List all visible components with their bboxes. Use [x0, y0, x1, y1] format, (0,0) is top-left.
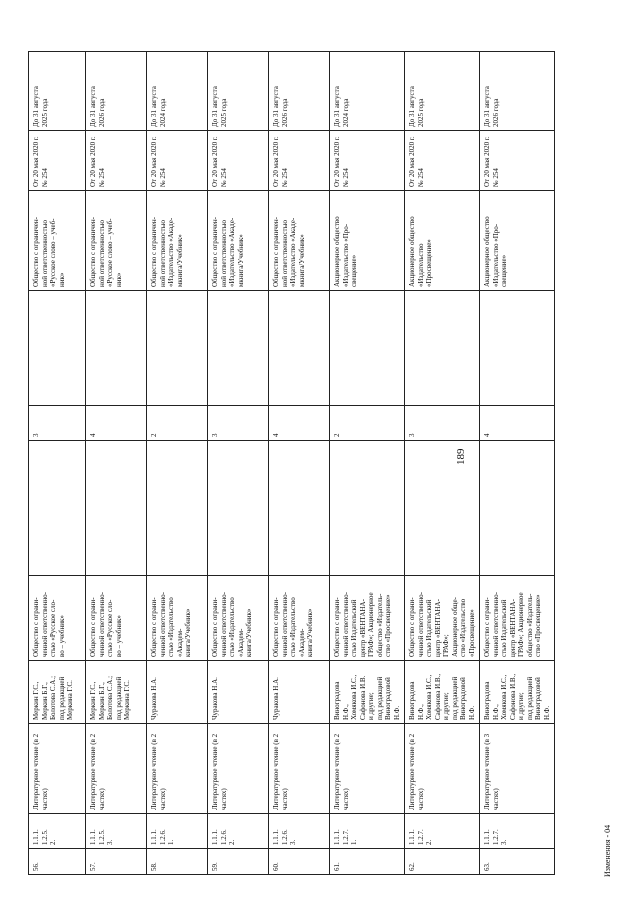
- cell-grade: 4: [269, 406, 330, 441]
- cell-order: От 20 мая 2020 г. № 254: [208, 131, 269, 191]
- table-row: [86, 52, 147, 875]
- cell-title: Литературное чтение (в 2 частях): [29, 724, 86, 814]
- cell-holder: Акционерное общество «Издательство «Про- свещение»: [330, 191, 405, 291]
- cell-until: До 31 августа 2024 года: [330, 52, 405, 131]
- cell-publisher: Общество с ограни- ченной ответственно- стью «Издательство «Академ- книга/Учебник»: [269, 576, 330, 661]
- cell-publisher: Общество с ограни- ченной ответственно- стью «Издательство «Академ- книга/Учебник»: [147, 576, 208, 661]
- cell-code: 1.1.1. 1.2.6. 1.: [147, 814, 208, 849]
- cell-rights: [29, 291, 86, 406]
- cell-authors: Чуракова Н.А.: [208, 661, 269, 724]
- cell-no: 59.: [208, 849, 269, 875]
- table-row: [330, 52, 405, 875]
- cell-rights: [86, 291, 147, 406]
- cell-holder: Общество с ограничен- ной ответственностью «Издательство «Акаде- мкнига/Учебник»: [269, 191, 330, 291]
- cell-until: До 31 августа 2025 года: [29, 52, 86, 131]
- cell-holder: Общество с ограничен- ной ответственностью «Издательство «Акаде- мкнига/Учебник»: [147, 191, 208, 291]
- cell-publisher: Общество с ограни- ченной ответственно- стью Издательский центр «ВЕНТАНА- ГРАФ»; Акционерное обще- ство «Издательство «Просвещение»: [405, 576, 480, 661]
- cell-until: До 31 августа 2026 года: [269, 52, 330, 131]
- cell-grade: 3: [208, 406, 269, 441]
- cell-blank: [330, 441, 405, 576]
- cell-grade: 2: [330, 406, 405, 441]
- cell-no: 63.: [480, 849, 555, 875]
- cell-grade: 4: [86, 406, 147, 441]
- cell-publisher: Общество с ограни- ченной ответственно- стью Издательский центр «ВЕНТАНА- ГРАФ»; Акционерное общество «Издатель- ство «Просвещение»: [330, 576, 405, 661]
- cell-title: Литературное чтение (в 2 частях): [208, 724, 269, 814]
- table-row: [480, 52, 555, 875]
- table-row: [208, 52, 269, 875]
- cell-code: 1.1.1. 1.2.7. 2.: [405, 814, 480, 849]
- cell-code: 1.1.1. 1.2.5. 2.: [29, 814, 86, 849]
- footer-note: Изменения - 04: [603, 824, 612, 877]
- cell-rights: [330, 291, 405, 406]
- cell-publisher: Общество с ограни- ченной ответственно- стью «Издательство «Академ- книга/Учебник»: [208, 576, 269, 661]
- cell-authors: Меркин Г.С., Меркин Б.Г., Болотова С.А.; под редакцией Меркина Г.С.: [86, 661, 147, 724]
- cell-blank: [86, 441, 147, 576]
- cell-blank: [405, 441, 480, 576]
- cell-holder: Общество с ограничен- ной ответственностью «Русское слово – учеб- ник»: [29, 191, 86, 291]
- cell-publisher: Общество с ограни- ченной ответственно- стью Издательский центр «ВЕНТАНА- ГРАФ»; Акционерное общество «Издатель- ство «Просвещение»: [480, 576, 555, 661]
- cell-grade: 3: [29, 406, 86, 441]
- cell-blank: [480, 441, 555, 576]
- cell-order: От 20 мая 2020 г. № 254: [480, 131, 555, 191]
- cell-holder: Общество с ограничен- ной ответственностью «Издательство «Акаде- мкнига/Учебник»: [208, 191, 269, 291]
- cell-title: Литературное чтение (в 2 частях): [330, 724, 405, 814]
- cell-authors: Чуракова Н.А.: [147, 661, 208, 724]
- cell-no: 61.: [330, 849, 405, 875]
- page-number: 189: [455, 448, 467, 465]
- cell-order: От 20 мая 2020 г. № 254: [269, 131, 330, 191]
- cell-until: До 31 августа 2024 года: [147, 52, 208, 131]
- cell-code: 1.1.1. 1.2.6. 3.: [269, 814, 330, 849]
- cell-no: 56.: [29, 849, 86, 875]
- cell-blank: [29, 441, 86, 576]
- cell-grade: 4: [480, 406, 555, 441]
- table-row: [269, 52, 330, 875]
- textbook-table: [28, 51, 555, 875]
- cell-no: 62.: [405, 849, 480, 875]
- cell-grade: 2: [147, 406, 208, 441]
- cell-holder: Акционерное общество «Издательство «Просвещение»: [405, 191, 480, 291]
- cell-no: 60.: [269, 849, 330, 875]
- table-row: [405, 52, 480, 875]
- cell-authors: Меркин Г.С., Меркин Б.Г., Болотова С.А.; под редакцией Меркина Г.С.: [29, 661, 86, 724]
- cell-until: До 31 августа 2026 года: [86, 52, 147, 131]
- cell-rights: [480, 291, 555, 406]
- cell-rights: [147, 291, 208, 406]
- cell-no: 57.: [86, 849, 147, 875]
- cell-rights: [269, 291, 330, 406]
- cell-code: 1.1.1. 1.2.5. 3.: [86, 814, 147, 849]
- cell-code: 1.1.1. 1.2.7. 3.: [480, 814, 555, 849]
- cell-code: 1.1.1. 1.2.7. 1.: [330, 814, 405, 849]
- cell-order: От 20 мая 2020 г. № 254: [405, 131, 480, 191]
- cell-order: От 20 мая 2020 г. № 254: [147, 131, 208, 191]
- cell-no: 58.: [147, 849, 208, 875]
- cell-rights: [405, 291, 480, 406]
- cell-order: От 20 мая 2020 г. № 254: [29, 131, 86, 191]
- cell-holder: Акционерное общество «Издательство «Про- свещение»: [480, 191, 555, 291]
- cell-blank: [269, 441, 330, 576]
- cell-until: До 31 августа 2025 года: [405, 52, 480, 131]
- cell-holder: Общество с ограничен- ной ответственностью «Русское слово – учеб- ник»: [86, 191, 147, 291]
- table-row: [29, 52, 86, 875]
- cell-title: Литературное чтение (в 2 частях): [147, 724, 208, 814]
- cell-authors: Чуракова Н.А.: [269, 661, 330, 724]
- cell-until: До 31 августа 2026 года: [480, 52, 555, 131]
- cell-title: Литературное чтение (в 2 частях): [269, 724, 330, 814]
- cell-blank: [208, 441, 269, 576]
- cell-publisher: Общество с ограни- ченной ответственно- стью «Русское сло- во – учебник»: [29, 576, 86, 661]
- table-row: [147, 52, 208, 875]
- cell-publisher: Общество с ограни- ченной ответственно- стью «Русское сло- во – учебник»: [86, 576, 147, 661]
- cell-order: От 20 мая 2020 г. № 254: [86, 131, 147, 191]
- cell-title: Литературное чтение (в 2 частях): [86, 724, 147, 814]
- cell-rights: [208, 291, 269, 406]
- cell-blank: [147, 441, 208, 576]
- cell-title: Литературное чтение (в 3 частях): [480, 724, 555, 814]
- cell-order: От 20 мая 2020 г. № 254: [330, 131, 405, 191]
- cell-title: Литературное чтение (в 2 частях): [405, 724, 480, 814]
- cell-authors: Виноградова Н.Ф., Хомякова И.С., Сафонова И.В., и другие; под редакцией Виноградовой Н.Ф.: [480, 661, 555, 724]
- cell-authors: Виноградова Н.Ф., Хомякова И.С., Сафонова И.В., и другие; под редакцией Виноградовой Н.Ф.: [405, 661, 480, 724]
- cell-code: 1.1.1. 1.2.6. 2.: [208, 814, 269, 849]
- cell-until: До 31 августа 2025 года: [208, 52, 269, 131]
- cell-authors: Виноградова Н.Ф., Хомякова И.С., Сафонова И.В. и другие; под редакцией Виноградовой Н.Ф.: [330, 661, 405, 724]
- cell-grade: 3: [405, 406, 480, 441]
